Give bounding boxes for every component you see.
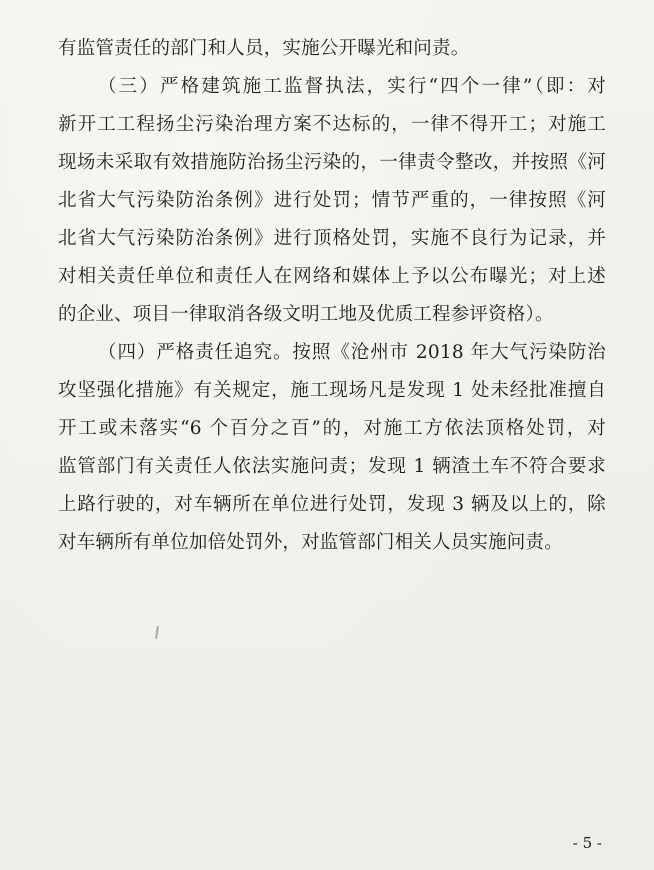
text-line-8: 的企业、项目一律取消各级文明工地及优质工程参评资格）。 [58,304,554,325]
text-line-11: 开工或未落实“6 个百分之百”的，对施工方依法顶格处罚，对 [58,418,606,439]
scan-stray-mark [155,626,159,639]
text-line-12: 监管部门有关责任人依法实施问责；发现 1 辆渣土车不符合要求 [58,456,606,477]
text-line-4: 现场未采取有效措施防治扬尘污染的，一律责令整改，并按照《河 [58,152,606,173]
page-number: - 5 - [572,834,602,852]
document-body [58,30,606,562]
text-line-6: 北省大气污染防治条例》进行顶格处罚，实施不良行为记录，并 [58,228,606,249]
text-line-7: 对相关责任单位和责任人在网络和媒体上予以公布曝光；对上述 [58,266,606,287]
text-line-1: 有监管责任的部门和人员，实施公开曝光和问责。 [58,38,470,59]
text-line-13: 上路行驶的，对车辆所在单位进行处罚，发现 3 辆及以上的，除 [58,494,606,515]
text-line-5: 北省大气污染防治条例》进行处罚；情节严重的，一律按照《河 [58,190,606,211]
text-line-9: （四）严格责任追究。按照《沧州市 2018 年大气污染防治 [98,342,606,363]
text-line-3: 新开工工程扬尘污染治理方案不达标的，一律不得开工；对施工 [58,114,606,135]
text-line-2: （三）严格建筑施工监督执法，实行“四个一律”（即：对 [98,76,606,97]
text-line-10: 攻坚强化措施》有关规定，施工现场凡是发现 1 处未经批准擅自 [58,380,606,401]
text-line-14: 对车辆所有单位加倍处罚外，对监管部门相关人员实施问责。 [58,532,563,553]
